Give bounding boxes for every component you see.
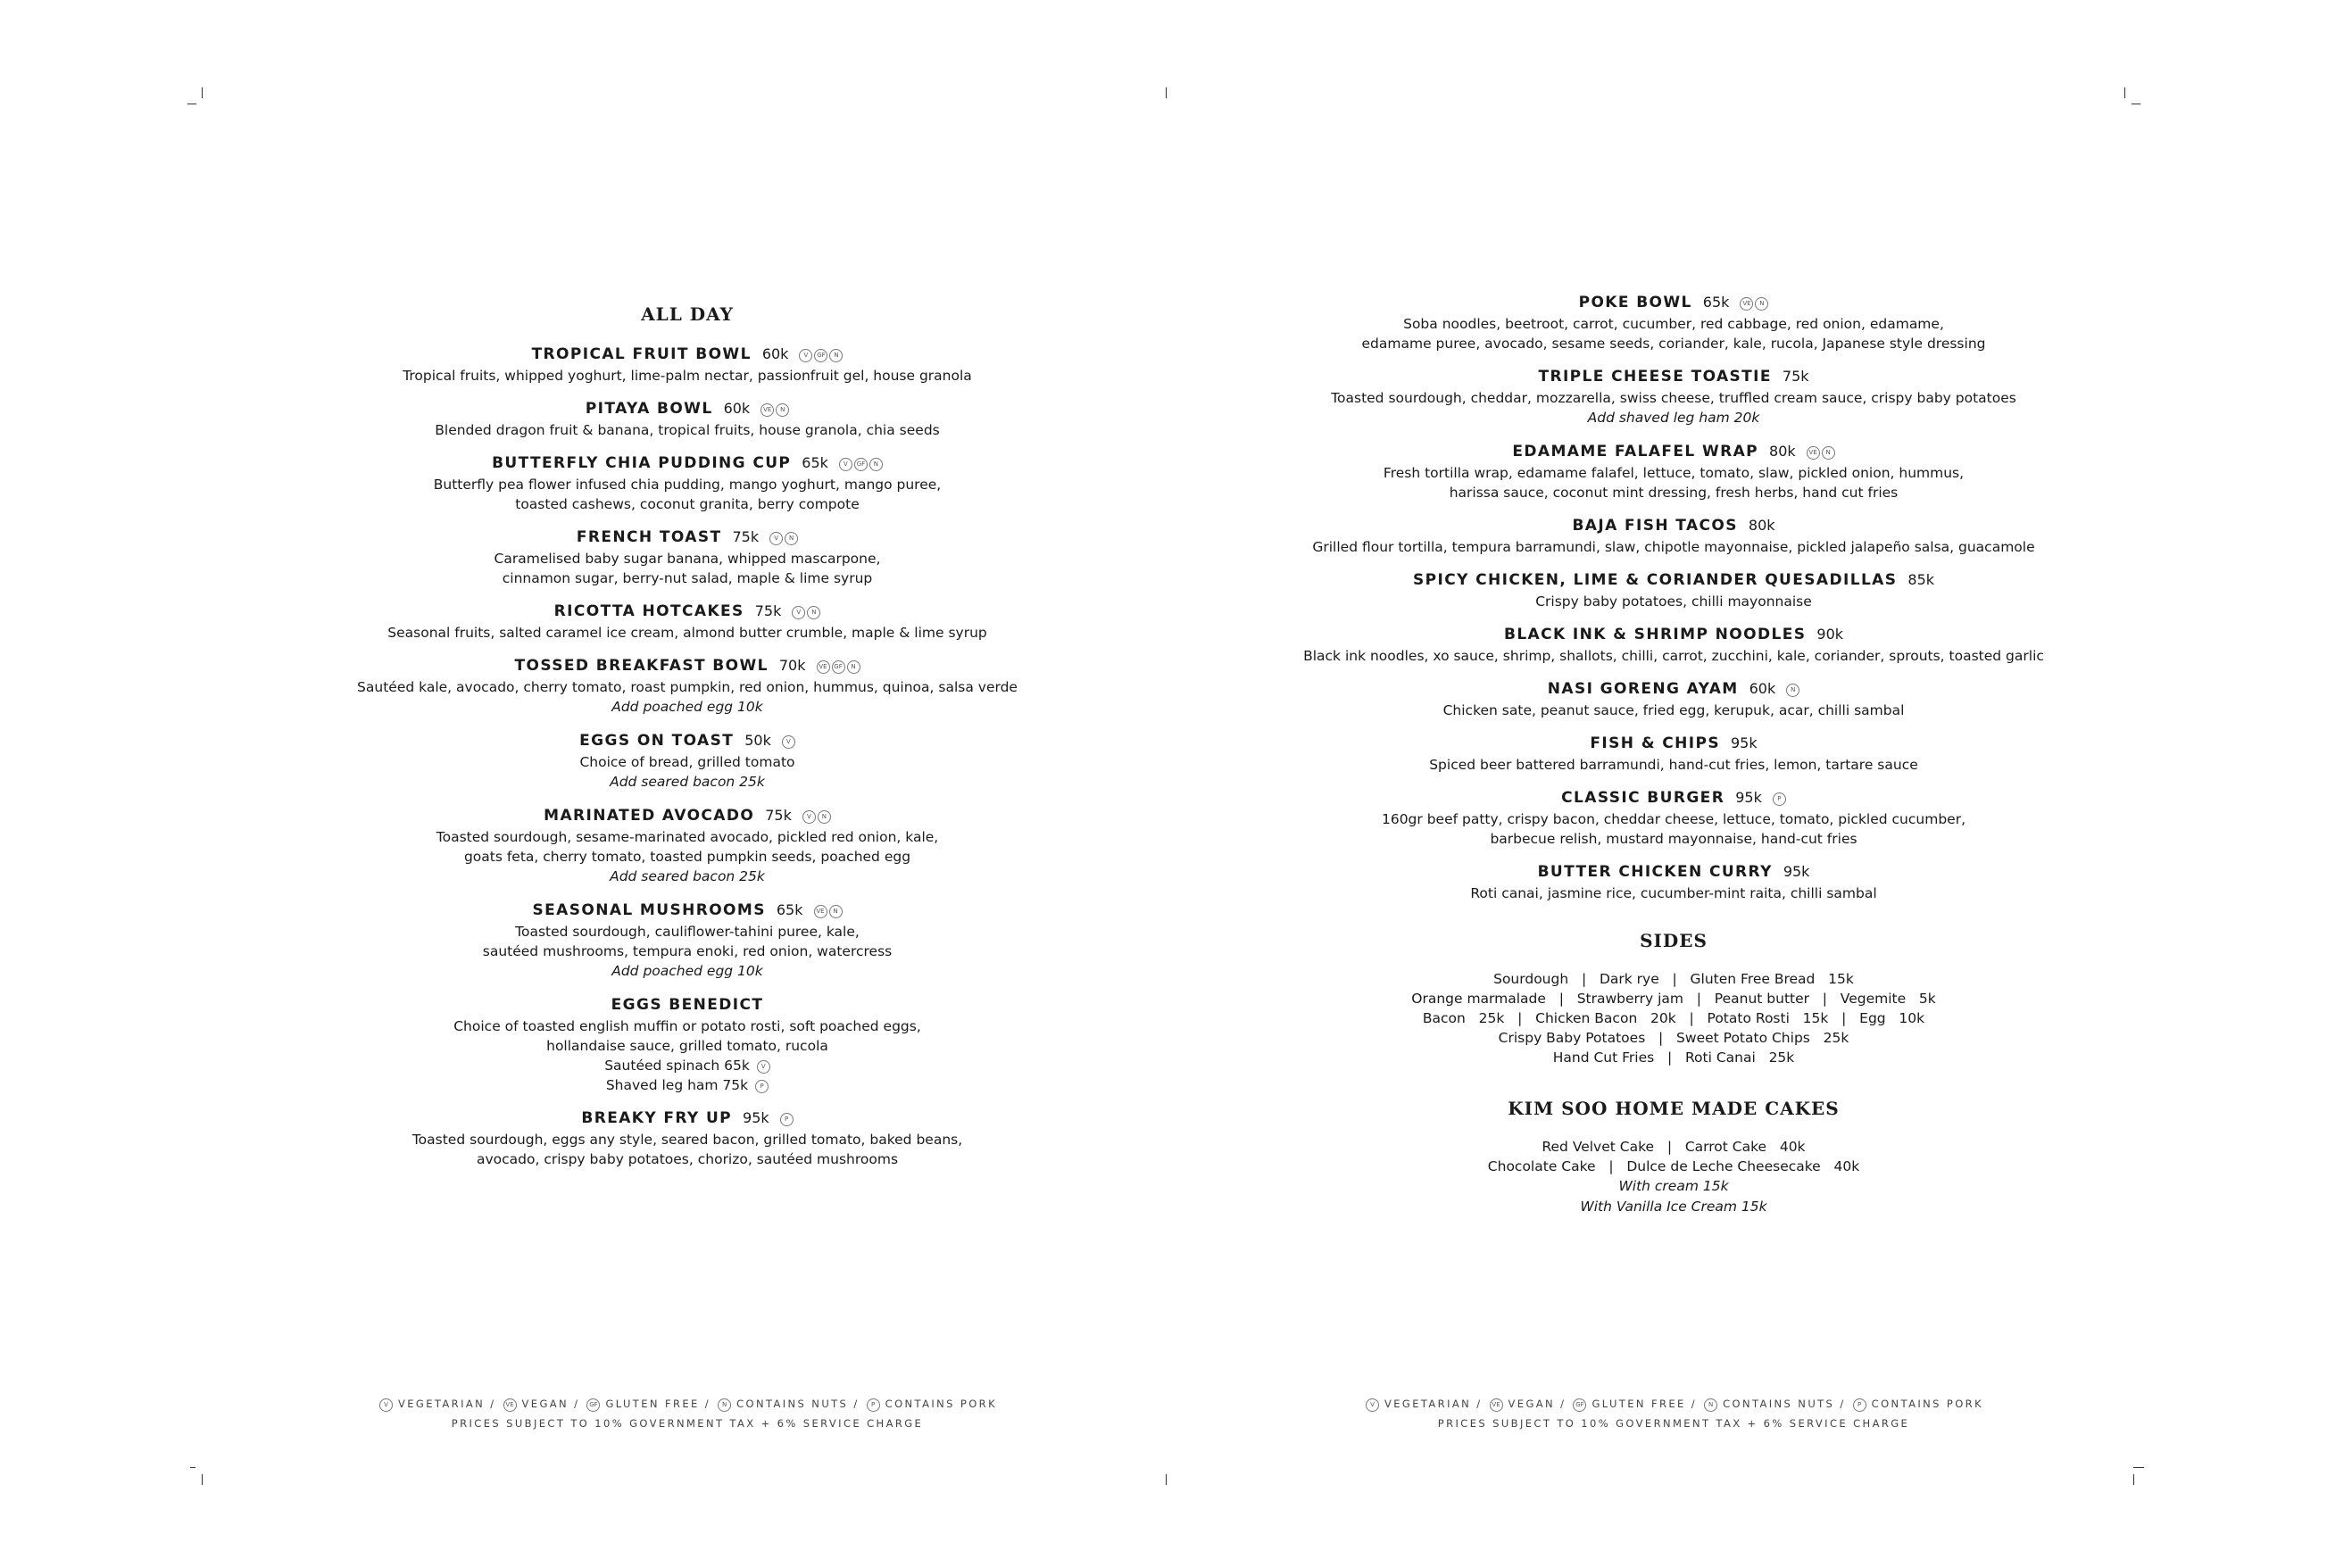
menu-item-price: 65k (776, 901, 803, 918)
menu-item-name: NASI GORENG AYAM (1547, 680, 1739, 698)
menu-item (357, 600, 1018, 643)
dietary-badges (1805, 443, 1835, 460)
menu-item-heading (1290, 514, 2057, 537)
dietary-n-icon: N (1822, 446, 1835, 460)
menu-item (357, 452, 1018, 514)
menu-item-heading (357, 1107, 1018, 1130)
cakes-line: Chocolate Cake | Dulce de Leche Cheesecake 40k (1487, 1158, 1860, 1174)
dietary-legend (1290, 1394, 2057, 1414)
menu-item-heading (1290, 677, 2057, 701)
menu-item-description: Tropical fruits, whipped yoghurt, lime-palm nectar, passionfruit gel, house granola (403, 368, 972, 384)
dietary-legend (357, 1394, 1018, 1414)
legend-label: VEGAN (1508, 1398, 1556, 1410)
menu-item-description: Toasted sourdough, cauliflower-tahini puree, kale, (515, 924, 860, 940)
legend-separator: / (485, 1398, 502, 1410)
menu-item-name: POKE BOWL (1578, 294, 1692, 311)
menu-item-description: Spiced beer battered barramundi, hand-cut fries, lemon, tartare sauce (1429, 757, 1918, 773)
menu-item-name: CLASSIC BURGER (1561, 789, 1725, 807)
menu-item-heading (357, 729, 1018, 752)
dietary-p-icon: P (780, 1113, 794, 1126)
right-menu-page (1290, 291, 2057, 1217)
dietary-p-icon: P (1773, 792, 1786, 806)
menu-item-description: barbecue relish, mustard mayonnaise, hand-cut fries (1490, 831, 1857, 847)
menu-item-price: 95k (743, 1109, 769, 1126)
menu-item-price: 80k (1769, 443, 1796, 460)
menu-item-heading (1290, 623, 2057, 646)
dietary-ve-icon: VE (503, 1398, 517, 1412)
menu-item-price: 85k (1907, 571, 1935, 588)
dietary-ve-icon: VE (1740, 297, 1753, 311)
sides-line: Sourdough | Dark rye | Gluten Free Bread 15k (1493, 971, 1854, 987)
dietary-n-icon: N (785, 532, 798, 545)
cakes-line: Red Velvet Cake | Carrot Cake 40k (1542, 1139, 1806, 1155)
menu-item (357, 654, 1018, 718)
crop-mark (2133, 1467, 2144, 1468)
menu-item-description: Sautéed kale, avocado, cherry tomato, roast pumpkin, red onion, hummus, quinoa, salsa verde (357, 679, 1018, 695)
menu-item-description: Roti canai, jasmine rice, cucumber-mint raita, chilli sambal (1470, 885, 1877, 901)
menu-item (357, 729, 1018, 792)
menu-item-heading (1290, 732, 2057, 755)
dietary-p-icon: P (755, 1080, 769, 1093)
dietary-ve-icon: VE (760, 403, 774, 417)
menu-item-description: Crispy baby potatoes, chilli mayonnaise (1535, 593, 1812, 610)
menu-item-price: 75k (765, 807, 792, 824)
menu-item (1290, 677, 2057, 720)
menu-item-price: 50k (744, 732, 771, 749)
dietary-gf-icon: GF (814, 349, 827, 362)
dietary-p-icon: P (1853, 1398, 1866, 1412)
crop-mark (202, 87, 203, 98)
section-title-all-day: ALL DAY (641, 303, 734, 325)
legend-separator: / (699, 1398, 717, 1410)
dietary-n-icon: N (718, 1398, 731, 1412)
dietary-n-icon: N (807, 606, 820, 619)
menu-item-description: Black ink noodles, xo sauce, shrimp, shallots, chilli, carrot, zucchini, kale, coriander, sprouts, toasted garlic (1303, 648, 2044, 664)
dietary-n-icon: N (818, 810, 831, 824)
dietary-v-icon: V (782, 735, 795, 749)
menu-item (357, 397, 1018, 440)
dietary-badges (1784, 680, 1799, 698)
menu-item-name: MARINATED AVOCADO (544, 807, 755, 825)
menu-item-description: avocado, crispy baby potatoes, chorizo, sautéed mushrooms (476, 1151, 899, 1167)
dietary-badges (759, 400, 789, 418)
menu-item-price: 75k (754, 602, 782, 619)
menu-item-name: FISH & CHIPS (1590, 734, 1720, 752)
tax-note: PRICES SUBJECT TO 10% GOVERNMENT TAX + 6% SERVICE CHARGE (1437, 1417, 1910, 1430)
dietary-ve-icon: VE (1490, 1398, 1503, 1412)
menu-item (357, 1107, 1018, 1169)
footer-left (357, 1394, 1018, 1433)
crop-mark (202, 1474, 203, 1485)
menu-item-description: Chicken sate, peanut sauce, fried egg, kerupuk, acar, chilli sambal (1442, 702, 1905, 718)
menu-item-price: 95k (1783, 863, 1810, 880)
menu-item-heading (1290, 440, 2057, 463)
dietary-p-icon: P (867, 1398, 880, 1412)
dietary-v-icon: V (792, 606, 805, 619)
legend-separator: / (1685, 1398, 1703, 1410)
legend-label: VEGAN (521, 1398, 569, 1410)
menu-item-description: Butterfly pea flower infused chia pudding, mango yoghurt, mango puree, (433, 477, 942, 493)
footer-right (1290, 1394, 2057, 1433)
left-menu-page (357, 303, 1018, 1181)
menu-items-left (357, 343, 1018, 1169)
menu-item-price: 60k (761, 345, 789, 362)
menu-item-name: EGGS BENEDICT (611, 996, 764, 1014)
legend-separator: / (1555, 1398, 1572, 1410)
menu-item-name: BREAKY FRY UP (581, 1109, 733, 1127)
menu-item-price: 65k (802, 454, 828, 471)
dietary-v-icon: V (799, 349, 812, 362)
option-label: Shaved leg ham 75k (605, 1077, 749, 1093)
dietary-badges (812, 901, 843, 919)
menu-item-heading (1290, 860, 2057, 884)
menu-item (1290, 291, 2057, 353)
menu-item-name: TROPICAL FRUIT BOWL (531, 345, 752, 363)
cakes-addon: With Vanilla Ice Cream 15k (1580, 1199, 1767, 1215)
legend-label: VEGETARIAN (1384, 1398, 1472, 1410)
menu-item (357, 804, 1018, 887)
section-title-cakes: KIM SOO HOME MADE CAKES (1508, 1098, 1840, 1119)
menu-item-price: 75k (1782, 368, 1809, 385)
dietary-badges (768, 528, 798, 546)
menu-item-description: Choice of bread, grilled tomato (579, 754, 795, 770)
menu-item-description: Toasted sourdough, sesame-marinated avocado, pickled red onion, kale, (436, 829, 939, 845)
menu-item-addon: Add poached egg 10k (611, 699, 763, 715)
menu-item (357, 526, 1018, 588)
menu-item-heading (357, 397, 1018, 420)
menu-item-price: 70k (778, 657, 806, 674)
dietary-n-icon: N (847, 660, 860, 674)
dietary-gf-icon: GF (586, 1398, 600, 1412)
menu-item-description: edamame puree, avocado, sesame seeds, coriander, kale, rucola, Japanese style dressing (1361, 336, 1986, 352)
cakes-addon: With cream 15k (1618, 1178, 1729, 1194)
menu-item-heading (1290, 365, 2057, 388)
menu-item-heading (1290, 291, 2057, 314)
menu-item-description: Choice of toasted english muffin or potato rosti, soft poached eggs, (453, 1018, 921, 1034)
sides-line: Bacon 25k | Chicken Bacon 20k | Potato Rosti 15k | Egg 10k (1422, 1010, 1925, 1026)
legend-separator: / (1471, 1398, 1488, 1410)
crop-mark (1166, 87, 1167, 98)
menu-item-price: 65k (1702, 294, 1730, 311)
legend-label: VEGETARIAN (397, 1398, 486, 1410)
menu-item-heading (357, 343, 1018, 366)
dietary-v-icon: V (839, 458, 852, 471)
menu-item (1290, 623, 2057, 666)
menu-item-heading (357, 993, 1018, 1016)
menu-items-right (1290, 291, 2057, 903)
dietary-badges (815, 657, 860, 675)
section-title-sides: SIDES (1640, 930, 1708, 951)
legend-separator: / (569, 1398, 586, 1410)
menu-item-name: TRIPLE CHEESE TOASTIE (1538, 368, 1772, 386)
menu-item-heading (1290, 568, 2057, 592)
sides-line: Orange marmalade | Strawberry jam | Peanut butter | Vegemite 5k (1411, 991, 1936, 1007)
dietary-n-icon: N (829, 349, 843, 362)
crop-mark (2133, 1474, 2134, 1485)
menu-item-price: 95k (1735, 789, 1762, 806)
menu-item-description: Seasonal fruits, salted caramel ice cream, almond butter crumble, maple & lime syrup (387, 625, 987, 641)
menu-item-description: harissa sauce, coconut mint dressing, fresh herbs, hand cut fries (1449, 485, 1899, 501)
menu-item (1290, 568, 2057, 611)
dietary-n-icon: N (1755, 297, 1768, 311)
legend-label: GLUTEN FREE (605, 1398, 700, 1410)
dietary-n-icon: N (1786, 684, 1799, 697)
menu-item-price: 90k (1816, 626, 1844, 643)
dietary-v-icon: V (1366, 1398, 1379, 1412)
dietary-badges (1738, 294, 1768, 311)
menu-item-name: EGGS ON TOAST (579, 732, 735, 750)
menu-item-price: 95k (1730, 734, 1758, 751)
menu-item-heading (357, 526, 1018, 549)
menu-item-name: FRENCH TOAST (576, 528, 722, 546)
dietary-badges (801, 807, 831, 825)
dietary-gf-icon: GF (832, 660, 845, 674)
legend-label: CONTAINS PORK (885, 1398, 998, 1410)
dietary-gf-icon: GF (1573, 1398, 1586, 1412)
menu-item (357, 899, 1018, 982)
menu-item (1290, 786, 2057, 849)
dietary-v-icon: V (757, 1060, 770, 1074)
menu-item-name: BUTTERFLY CHIA PUDDING CUP (492, 454, 792, 472)
menu-item-description: Toasted sourdough, cheddar, mozzarella, swiss cheese, truffled cream sauce, crispy baby potatoes (1331, 390, 2016, 406)
menu-item-description: cinnamon sugar, berry-nut salad, maple & lime syrup (502, 570, 873, 586)
menu-item-name: SPICY CHICKEN, LIME & CORIANDER QUESADILLAS (1412, 571, 1898, 589)
menu-item-name: BAJA FISH TACOS (1572, 517, 1738, 535)
menu-item (1290, 514, 2057, 557)
dietary-gf-icon: GF (854, 458, 868, 471)
menu-item-description: Toasted sourdough, eggs any style, seared bacon, grilled tomato, baked beans, (411, 1132, 963, 1148)
menu-item-heading (357, 654, 1018, 677)
menu-item-description: Caramelised baby sugar banana, whipped mascarpone, (494, 551, 881, 567)
menu-item-name: BLACK INK & SHRIMP NOODLES (1503, 626, 1807, 643)
menu-item-description: sautéed mushrooms, tempura enoki, red onion, watercress (482, 943, 893, 959)
menu-item (1290, 860, 2057, 903)
menu-item-name: EDAMAME FALAFEL WRAP (1512, 443, 1759, 460)
dietary-ve-icon: VE (1807, 446, 1820, 460)
sides-line: Crispy Baby Potatoes | Sweet Potato Chips 25k (1498, 1030, 1849, 1046)
menu-item-description: Soba noodles, beetroot, carrot, cucumber, red cabbage, red onion, edamame, (1403, 316, 1944, 332)
dietary-v-icon: V (802, 810, 816, 824)
menu-item-price: 80k (1748, 517, 1775, 534)
option-label: Sautéed spinach 65k (604, 1058, 750, 1074)
dietary-badges (778, 1109, 794, 1127)
dietary-ve-icon: VE (817, 660, 830, 674)
crop-mark (2124, 87, 2125, 98)
menu-item-description: Fresh tortilla wrap, edamame falafel, lettuce, tomato, slaw, pickled onion, hummus, (1383, 465, 1965, 481)
menu-item-description: Blended dragon fruit & banana, tropical fruits, house granola, chia seeds (435, 422, 940, 438)
legend-label: CONTAINS NUTS (1723, 1398, 1835, 1410)
menu-item-heading (357, 452, 1018, 475)
dietary-badges (790, 602, 820, 620)
menu-item-price: 60k (1749, 680, 1776, 697)
menu-item-heading (357, 804, 1018, 827)
dietary-badges (780, 732, 795, 750)
dietary-n-icon: N (869, 458, 883, 471)
menu-item-description: Grilled flour tortilla, tempura barramundi, slaw, chipotle mayonnaise, pickled jalapeño salsa, guacamole (1312, 539, 2035, 555)
menu-item-description: 160gr beef patty, crispy bacon, cheddar cheese, lettuce, tomato, pickled cucumber, (1381, 811, 1966, 827)
dietary-n-icon: N (829, 905, 843, 918)
dietary-ve-icon: VE (814, 905, 827, 918)
dietary-badges (1771, 789, 1786, 807)
menu-item-heading (357, 600, 1018, 623)
crop-mark (190, 1467, 195, 1468)
menu-item-name: SEASONAL MUSHROOMS (532, 901, 766, 919)
dietary-n-icon: N (1704, 1398, 1717, 1412)
menu-item-description: toasted cashews, coconut granita, berry compote (515, 496, 860, 512)
cakes-list (1290, 1137, 2057, 1217)
dietary-badges (797, 345, 843, 363)
legend-label: CONTAINS NUTS (736, 1398, 849, 1410)
sides-list (1290, 969, 2057, 1067)
tax-note: PRICES SUBJECT TO 10% GOVERNMENT TAX + 6% SERVICE CHARGE (451, 1417, 924, 1430)
menu-item-option (357, 1056, 1018, 1075)
sides-line: Hand Cut Fries | Roti Canai 25k (1552, 1049, 1795, 1066)
menu-item-name: RICOTTA HOTCAKES (553, 602, 744, 620)
menu-item-description: goats feta, cherry tomato, toasted pumpkin seeds, poached egg (463, 849, 911, 865)
legend-separator: / (848, 1398, 865, 1410)
menu-item-name: BUTTER CHICKEN CURRY (1537, 863, 1773, 881)
crop-mark (1166, 1474, 1167, 1485)
menu-item (1290, 365, 2057, 428)
menu-item (1290, 732, 2057, 775)
legend-label: CONTAINS PORK (1871, 1398, 1984, 1410)
menu-item (1290, 440, 2057, 502)
menu-item-heading (357, 899, 1018, 922)
menu-item-heading (1290, 786, 2057, 809)
menu-item-price: 75k (732, 528, 760, 545)
menu-item (357, 993, 1018, 1095)
menu-item-addon: Add seared bacon 25k (610, 774, 765, 790)
menu-item-name: TOSSED BREAKFAST BOWL (514, 657, 769, 675)
menu-item-option (357, 1075, 1018, 1095)
menu-item-addon: Add poached egg 10k (611, 963, 763, 979)
legend-separator: / (1834, 1398, 1851, 1410)
dietary-v-icon: V (769, 532, 783, 545)
menu-item-price: 60k (723, 400, 751, 417)
dietary-badges (837, 454, 883, 472)
menu-item-addon: Add shaved leg ham 20k (1587, 410, 1760, 426)
menu-item (357, 343, 1018, 386)
menu-item-description: hollandaise sauce, grilled tomato, rucola (546, 1038, 828, 1054)
dietary-v-icon: V (379, 1398, 393, 1412)
legend-label: GLUTEN FREE (1592, 1398, 1686, 1410)
menu-item-name: PITAYA BOWL (585, 400, 713, 418)
dietary-n-icon: N (776, 403, 789, 417)
menu-item-addon: Add seared bacon 25k (610, 868, 765, 884)
